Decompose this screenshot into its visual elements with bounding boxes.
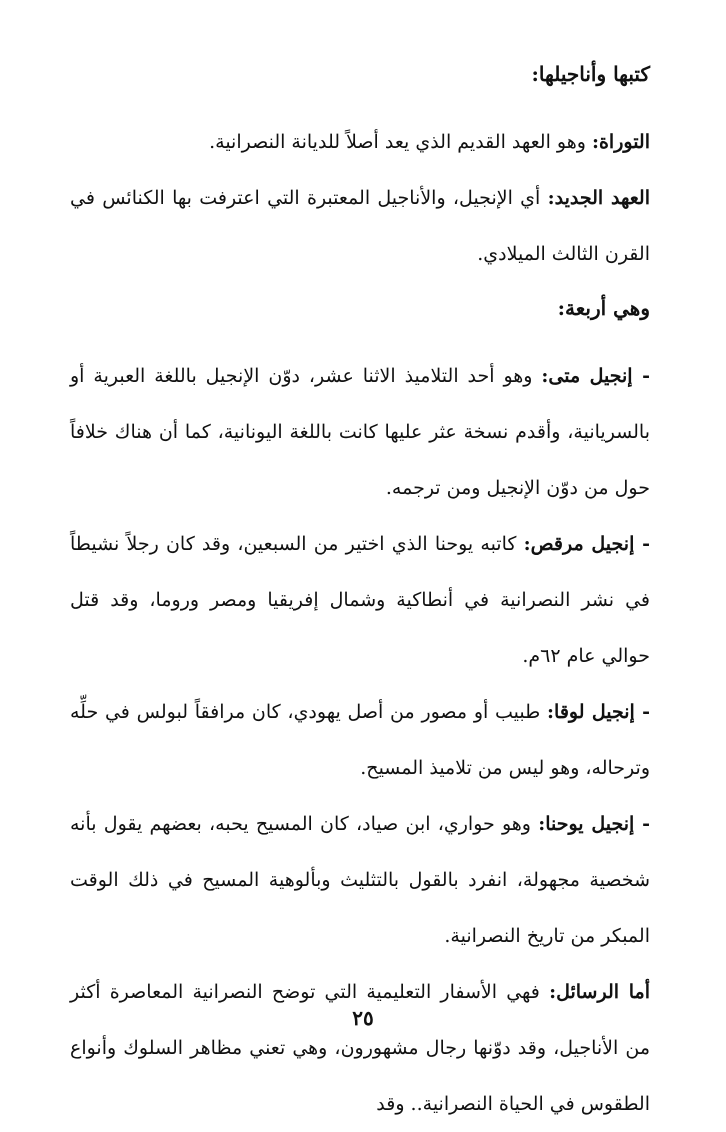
gospel-john-text: وهو حواري، ابن صياد، كان المسيح يحبه، بعضهم يقول بأنه شخصية مجهولة، انفرد بالقول بالتثليث وبألوهية المسيح في ذلك الوقت المبكر من تاريخ النصرانية. <box>70 813 650 947</box>
torah-paragraph <box>70 114 650 170</box>
gospel-matthew-text: وهو أحد التلاميذ الاثنا عشر، دوّن الإنجيل باللغة العبرية أو بالسريانية، وأقدم نسخة عثر عليها كانت باللغة اليونانية، كما أن هناك خلافاً حول من دوّن الإنجيل ومن ترجمه. <box>70 365 650 499</box>
gospel-matthew-title: - إنجيل متى: <box>541 365 650 387</box>
gospel-luke-paragraph <box>70 684 650 796</box>
letters-paragraph <box>70 964 650 1132</box>
gospels-subheading: وهي أربعة: <box>557 296 650 320</box>
gospel-mark-title: - إنجيل مرقص: <box>523 533 650 555</box>
new-testament-definition: أي الإنجيل، والأناجيل المعتبرة التي اعترفت بها الكنائس في القرن الثالث الميلادي. <box>70 187 650 265</box>
torah-term: التوراة: <box>591 131 650 153</box>
gospel-luke-title: - إنجيل لوقا: <box>547 701 651 723</box>
letters-term: أما الرسائل: <box>549 981 651 1003</box>
section-heading: كتبها وأناجيلها: <box>531 62 650 86</box>
letters-text: فهي الأسفار التعليمية التي توضح النصرانية المعاصرة أكثر من الأناجيل، وقد دوّنها رجال مشهورون، وهي تعني مظاهر السلوك وأنواع الطقوس في الحياة النصرانية.. وقد <box>70 981 650 1115</box>
gospel-john-paragraph <box>70 796 650 964</box>
new-testament-term: العهد الجديد: <box>547 187 650 209</box>
torah-definition: وهو العهد القديم الذي يعد أصلاً للديانة النصرانية. <box>209 131 592 153</box>
new-testament-paragraph <box>70 170 650 282</box>
gospel-luke-text: طبيب أو مصور من أصل يهودي، كان مرافقاً لبولس في حلِّه وترحاله، وهو ليس من تلاميذ المسيح. <box>70 701 650 779</box>
gospel-john-title: - إنجيل يوحنا: <box>538 813 650 835</box>
gospel-matthew-paragraph <box>70 348 650 516</box>
gospel-mark-paragraph <box>70 516 650 684</box>
gospel-mark-text: كاتبه يوحنا الذي اختير من السبعين، وقد كان رجلاً نشيطاً في نشر النصرانية في أنطاكية وشمال إفريقيا ومصر وروما، وقد قتل حوالي عام ٦٢م. <box>70 533 650 667</box>
page-number: ٢٥ <box>352 1006 374 1030</box>
